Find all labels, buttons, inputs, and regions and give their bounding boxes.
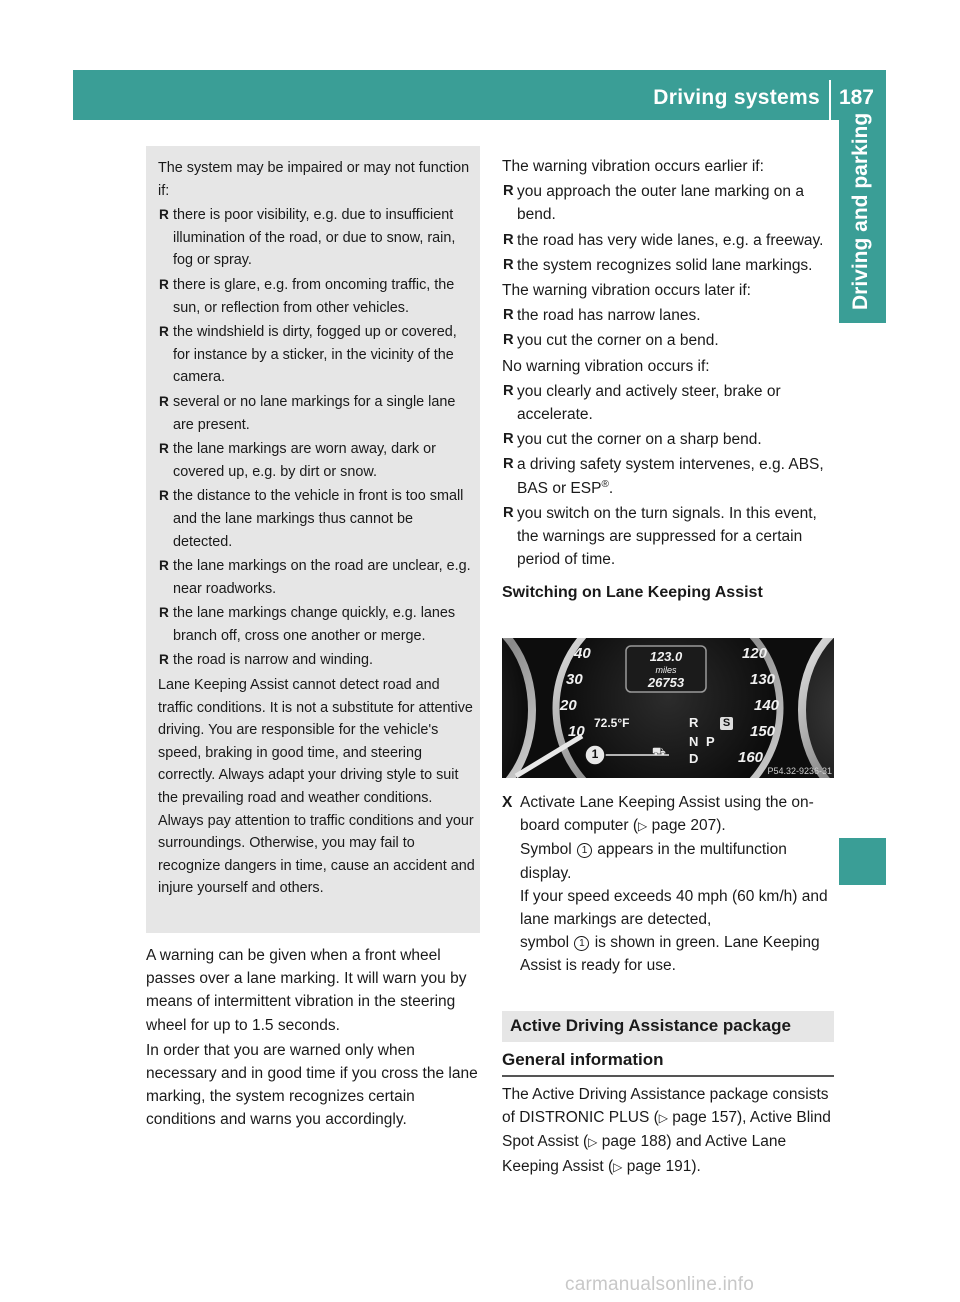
none-bullet-list — [502, 380, 835, 572]
chapter-title: Driving systems — [653, 86, 820, 109]
step-marker: X — [502, 794, 513, 811]
list-item: R the system recognizes solid lane markings. — [502, 254, 835, 277]
header-divider — [829, 80, 831, 120]
image-code: P54.32-9236-31 — [767, 766, 832, 776]
warning-bullet-list — [158, 204, 476, 672]
esp-icon: S — [722, 717, 731, 729]
step-text: appears in the multifunction display. — [520, 841, 787, 882]
step-text: symbol — [520, 934, 574, 952]
page-ref-icon: ▷ — [638, 819, 648, 834]
para-text: page 188) and Active Lane Keeping Assist ( — [502, 1133, 787, 1175]
para-text: page 157), Active Blind Spot Assist ( — [502, 1109, 831, 1151]
list-item: R you clearly and actively steer, brake or accelerate. — [502, 380, 835, 426]
odometer-bottom: 26753 — [647, 675, 685, 690]
section-side-tab — [839, 112, 886, 323]
gear-r: R — [689, 715, 699, 730]
watermark: carmanualsonline.info — [565, 1274, 755, 1295]
warning-closing: Lane Keeping Assist cannot detect road and traffic conditions. It is not a substitute for attentive driving. You are responsible for the vehicle's speed, braking in good time, and steering correctly. Always adapt your driving style to suit the prevailing road and weather conditions. Always pay attention to traffic conditions and your surroundings. Otherwise, you may fail to recognize dangers in time, cause an accident and injure yourself and others. — [158, 677, 475, 897]
warning-box — [146, 146, 480, 933]
list-item: R the lane markings on the road are unclear, e.g. near roadworks. — [158, 555, 476, 600]
list-item: R the lane markings are worn away, dark or covered up, e.g. by dirt or snow. — [158, 438, 476, 483]
list-item: R the road has very wide lanes, e.g. a freeway. — [502, 229, 835, 252]
step-text: page 207). — [647, 817, 726, 835]
gear-n: N — [689, 734, 699, 749]
tick-label: 130 — [750, 671, 776, 688]
side-tab-label: Driving and parking — [849, 112, 872, 310]
left-speed-ticks — [562, 641, 591, 745]
left-column-text — [146, 944, 480, 1134]
section-subtitle: General information — [502, 1050, 664, 1069]
step-text: is shown in green. Lane Keeping Assist is ready for use. — [520, 934, 820, 975]
lane-keeping-icon: ⛟ — [652, 746, 666, 758]
list-item: R there is glare, e.g. from oncoming traffic, the sun, or reflection from other vehicles. — [158, 274, 476, 319]
paragraph: A warning can be given when a front wheel passes over a lane marking. It will warn you by means of intermittent vibration in the steering wheel for up to 1.5 seconds. — [146, 947, 467, 1034]
list-item: R the windshield is dirty, fogged up or covered, for instance by a sticker, in the vicinity of the camera. — [158, 321, 476, 389]
gear-d: D — [689, 751, 699, 766]
instruction-step — [502, 791, 835, 978]
paragraph: The warning vibration occurs earlier if: — [502, 158, 764, 175]
tick-label: 40 — [574, 645, 591, 662]
step-text: Activate Lane Keeping Assist using the on-board computer ( — [520, 794, 814, 835]
list-item: R you switch on the turn signals. In this event, the warnings are suppressed for a certain period of time. — [502, 502, 835, 572]
list-item: R the road is narrow and winding. — [158, 649, 476, 672]
list-item: R you cut the corner on a bend. — [502, 329, 835, 352]
tick-label: 20 — [560, 697, 577, 714]
page-ref-icon: ▷ — [613, 1159, 623, 1174]
tick-label: 160 — [738, 749, 764, 766]
section-paragraph — [502, 1083, 835, 1179]
odometer-unit: miles — [655, 665, 677, 675]
instrument-cluster-image — [502, 638, 834, 778]
subtitle-divider — [502, 1075, 834, 1077]
step-line: If your speed exceeds 40 mph (60 km/h) and lane markings are detected, — [520, 887, 828, 929]
right-column-text — [502, 155, 835, 607]
step-text: Symbol — [520, 841, 576, 859]
step-line — [520, 838, 835, 884]
tick-label: 120 — [742, 645, 768, 662]
list-item-text: a driving safety system intervenes, e.g. ABS, BAS or ESP — [517, 456, 824, 497]
tick-label: 140 — [754, 697, 780, 714]
section-heading-bar — [502, 1011, 834, 1042]
section-title: Active Driving Assistance package — [510, 1016, 791, 1035]
later-bullet-list — [502, 304, 835, 352]
tick-label: 10 — [568, 723, 585, 740]
odometer-top: 123.0 — [649, 649, 683, 664]
list-item: R the road has narrow lanes. — [502, 304, 835, 327]
list-item: R there is poor visibility, e.g. due to insufficient illumination of the road, or due to snow, rain, fog or spray. — [158, 204, 476, 272]
list-item: R the distance to the vehicle in front is too small and the lane markings thus cannot be detected. — [158, 485, 476, 553]
tick-label: 30 — [566, 671, 583, 688]
callout-symbol-icon: 1 — [574, 936, 589, 951]
gear-p: P — [706, 734, 715, 749]
para-text: page 191). — [622, 1157, 701, 1175]
step-line — [520, 791, 835, 838]
outside-temperature: 72.5°F — [594, 716, 630, 730]
list-item: R the lane markings change quickly, e.g. lanes branch off, cross one another or merge. — [158, 602, 476, 647]
paragraph: The warning vibration occurs later if: — [502, 282, 751, 300]
page-header — [73, 70, 886, 120]
page-ref-icon: ▷ — [588, 1135, 598, 1150]
side-marker — [839, 838, 886, 885]
earlier-bullet-list — [502, 180, 835, 277]
tick-label: 150 — [750, 723, 776, 740]
page-number: 187 — [838, 86, 874, 109]
right-speed-ticks — [740, 641, 779, 771]
page-ref-icon: ▷ — [658, 1111, 668, 1126]
list-item: R you approach the outer lane marking on a bend. — [502, 180, 835, 226]
step-line — [520, 931, 835, 977]
registered-mark: ® — [601, 478, 609, 490]
paragraph: In order that you are warned only when necessary and in good time if you cross the lane marking, the system recognizes certain conditions and warns you accordingly. — [146, 1041, 478, 1129]
callout-number: 1 — [591, 747, 599, 761]
subheading: Switching on Lane Keeping Assist — [502, 584, 763, 602]
callout-symbol-icon: 1 — [577, 843, 592, 858]
warning-intro: The system may be impaired or may not function if: — [158, 160, 470, 199]
list-item — [502, 453, 835, 499]
para-text: The Active Driving Assistance package consists of DISTRONIC PLUS ( — [502, 1086, 829, 1127]
list-item: R you cut the corner on a sharp bend. — [502, 428, 835, 451]
list-item: R several or no lane markings for a single lane are present. — [158, 391, 476, 436]
list-item-text: . — [608, 479, 614, 497]
paragraph: No warning vibration occurs if: — [502, 357, 710, 375]
